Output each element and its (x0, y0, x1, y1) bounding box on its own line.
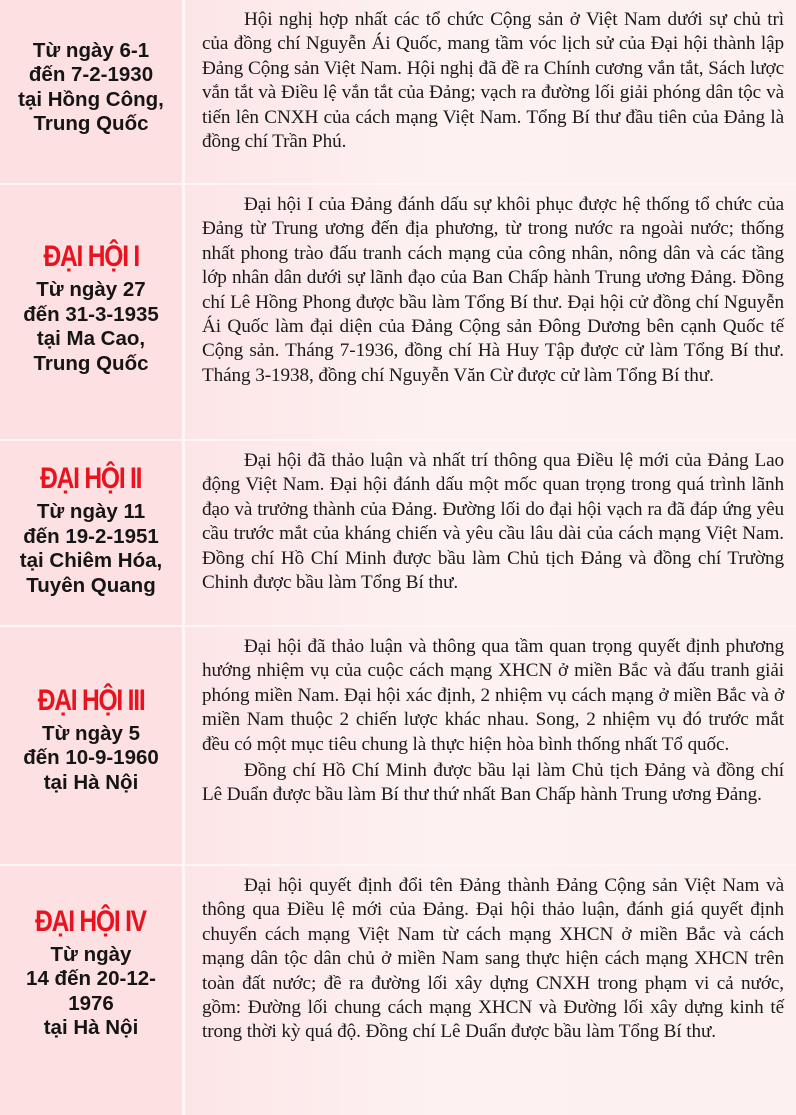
place-line: tại Chiêm Hóa, (19, 549, 163, 572)
date-place-cell (0, 627, 182, 864)
congress-title: ĐẠI HỘI I (43, 240, 139, 273)
description-paragraph: Đại hội đã thảo luận và thông qua tầm quan trọng quyết định phương hướng nhiệm vụ của cuộc cách mạng XHCN ở miền Bắc và đấu tranh giải phóng miền Nam. Đại hội xác định, 2 nhiệm vụ cách mạng ở miền Bắc và ở miền Nam thuộc 2 chiến lược khác nhau. Song, 2 nhiệm vụ đó trước mắt đều có một mục tiêu chung là thực hiện hòa bình thống nhất Tổ quốc. (202, 636, 784, 755)
table-row-founding (0, 0, 796, 183)
date-place-cell (0, 866, 182, 1115)
date-line: đến 10-9-1960 (23, 746, 159, 770)
description-cell (185, 441, 796, 625)
date-line: đến 19-2-1951 (23, 524, 159, 548)
table-row-congress-2 (0, 441, 796, 625)
description-paragraph: Đại hội quyết định đổi tên Đảng thành Đảng Cộng sản Việt Nam và thông qua Điều lệ mới của Đảng. Đại hội thảo luận, đánh giá quyết định chuyển cách mạng Việt Nam từ cách mạng XHCN ở miền Bắc và cách mạng dân tộc dân chủ ở miền Nam sang thực hiện cách mạng XHCN trên toàn đất nước; đề ra đường lối xây dựng CNXH trong phạm vi cả nước, gồm: Đường lối chung cách mạng XHCN và Đường lối xây dựng kinh tế trong thời kỳ quá độ. Đồng chí Lê Duẩn được bầu làm Tổng Bí thư. (202, 875, 784, 1043)
date-line: 14 đến 20-12- (26, 967, 156, 990)
place-line: tại Ma Cao, (36, 327, 146, 350)
table-row-congress-4 (0, 866, 796, 1115)
date-line: Từ ngày 11 (36, 500, 146, 523)
description-cell (185, 866, 796, 1115)
place-line: tại Hà Nội (43, 770, 139, 794)
date-place-cell (0, 185, 182, 439)
description-paragraph: Hội nghị hợp nhất các tổ chức Cộng sản ở Việt Nam dưới sự chủ trì của đồng chí Nguyễn Ái Quốc, mang tầm vóc lịch sử của Đại hội thành lập Đảng Cộng sản Việt Nam. Hội nghị đã đề ra Chính cương vắn tắt, Sách lược vắn tắt và Điều lệ vắn tắt của Đảng; vạch ra đường lối giải phóng dân tộc và tiến lên CNXH của cách mạng Việt Nam. Tổng Bí thư đầu tiên của Đảng là đồng chí Trần Phú. (202, 9, 784, 153)
description-paragraph: Đồng chí Hồ Chí Minh được bầu lại làm Chủ tịch Đảng và đồng chí Lê Duẩn được bầu làm Bí thư thứ nhất Ban Chấp hành Trung ương Đảng. (202, 760, 784, 806)
description-paragraph: Đại hội đã thảo luận và nhất trí thông qua Điều lệ mới của Đảng Lao động Việt Nam. Đại hội đánh dấu một mốc quan trọng trong quá trình lãnh đạo và trưởng thành của Đảng. Đường lối do đại hội vạch ra đã đáp ứng yêu cầu trước mắt của kháng chiến và yêu cầu lâu dài của cách mạng Việt Nam. Đồng chí Hồ Chí Minh được bầu làm Chủ tịch Đảng và đồng chí Trường Chinh được bầu làm Tổng Bí thư. (202, 450, 784, 594)
date-line: Từ ngày (50, 942, 132, 966)
date-line: Từ ngày 6-1 (32, 38, 150, 62)
place-line: tại Hồng Công, (18, 87, 164, 111)
description-cell (185, 0, 796, 183)
date-line: đến 7-2-1930 (28, 63, 154, 86)
place-line: tại Hà Nội (43, 1016, 139, 1039)
description-paragraph: Đại hội I của Đảng đánh dấu sự khôi phục được hệ thống tổ chức của Đảng từ Trung ương đến địa phương, từ trong nước ra ngoài nước; thống nhất phong trào đấu tranh cách mạng của công nhân, nông dân và các tầng lớp nhân dân dưới sự lãnh đạo của Ban Chấp hành Trung ương Đảng. Đồng chí Lê Hồng Phong được bầu làm Tổng Bí thư. Đại hội cử đồng chí Nguyễn Ái Quốc làm đại diện của Đảng Cộng sản Đông Dương bên cạnh Quốc tế Cộng sản. Tháng 7-1936, đồng chí Hà Huy Tập được cử làm Tổng Bí thư. Tháng 3-1938, đồng chí Nguyễn Văn Cừ được cử làm Tổng Bí thư. (202, 194, 784, 386)
description-cell (185, 185, 796, 439)
place-line: Trung Quốc (33, 351, 149, 375)
table-row-congress-3 (0, 627, 796, 864)
date-line: đến 31-3-1935 (23, 302, 159, 326)
date-line: Từ ngày 5 (41, 721, 140, 745)
date-line: Từ ngày 27 (36, 278, 146, 301)
date-line: 1976 (68, 991, 114, 1015)
date-place-cell (0, 441, 182, 625)
congress-title: ĐẠI HỘI II (40, 462, 142, 495)
place-line: Tuyên Quang (26, 573, 156, 597)
table-row-congress-1 (0, 185, 796, 439)
description-cell (185, 627, 796, 864)
congress-title: ĐẠI HỘI IV (35, 904, 147, 938)
place-line: Trung Quốc (33, 112, 149, 135)
congress-title: ĐẠI HỘI III (37, 683, 145, 717)
date-place-cell (0, 0, 182, 183)
